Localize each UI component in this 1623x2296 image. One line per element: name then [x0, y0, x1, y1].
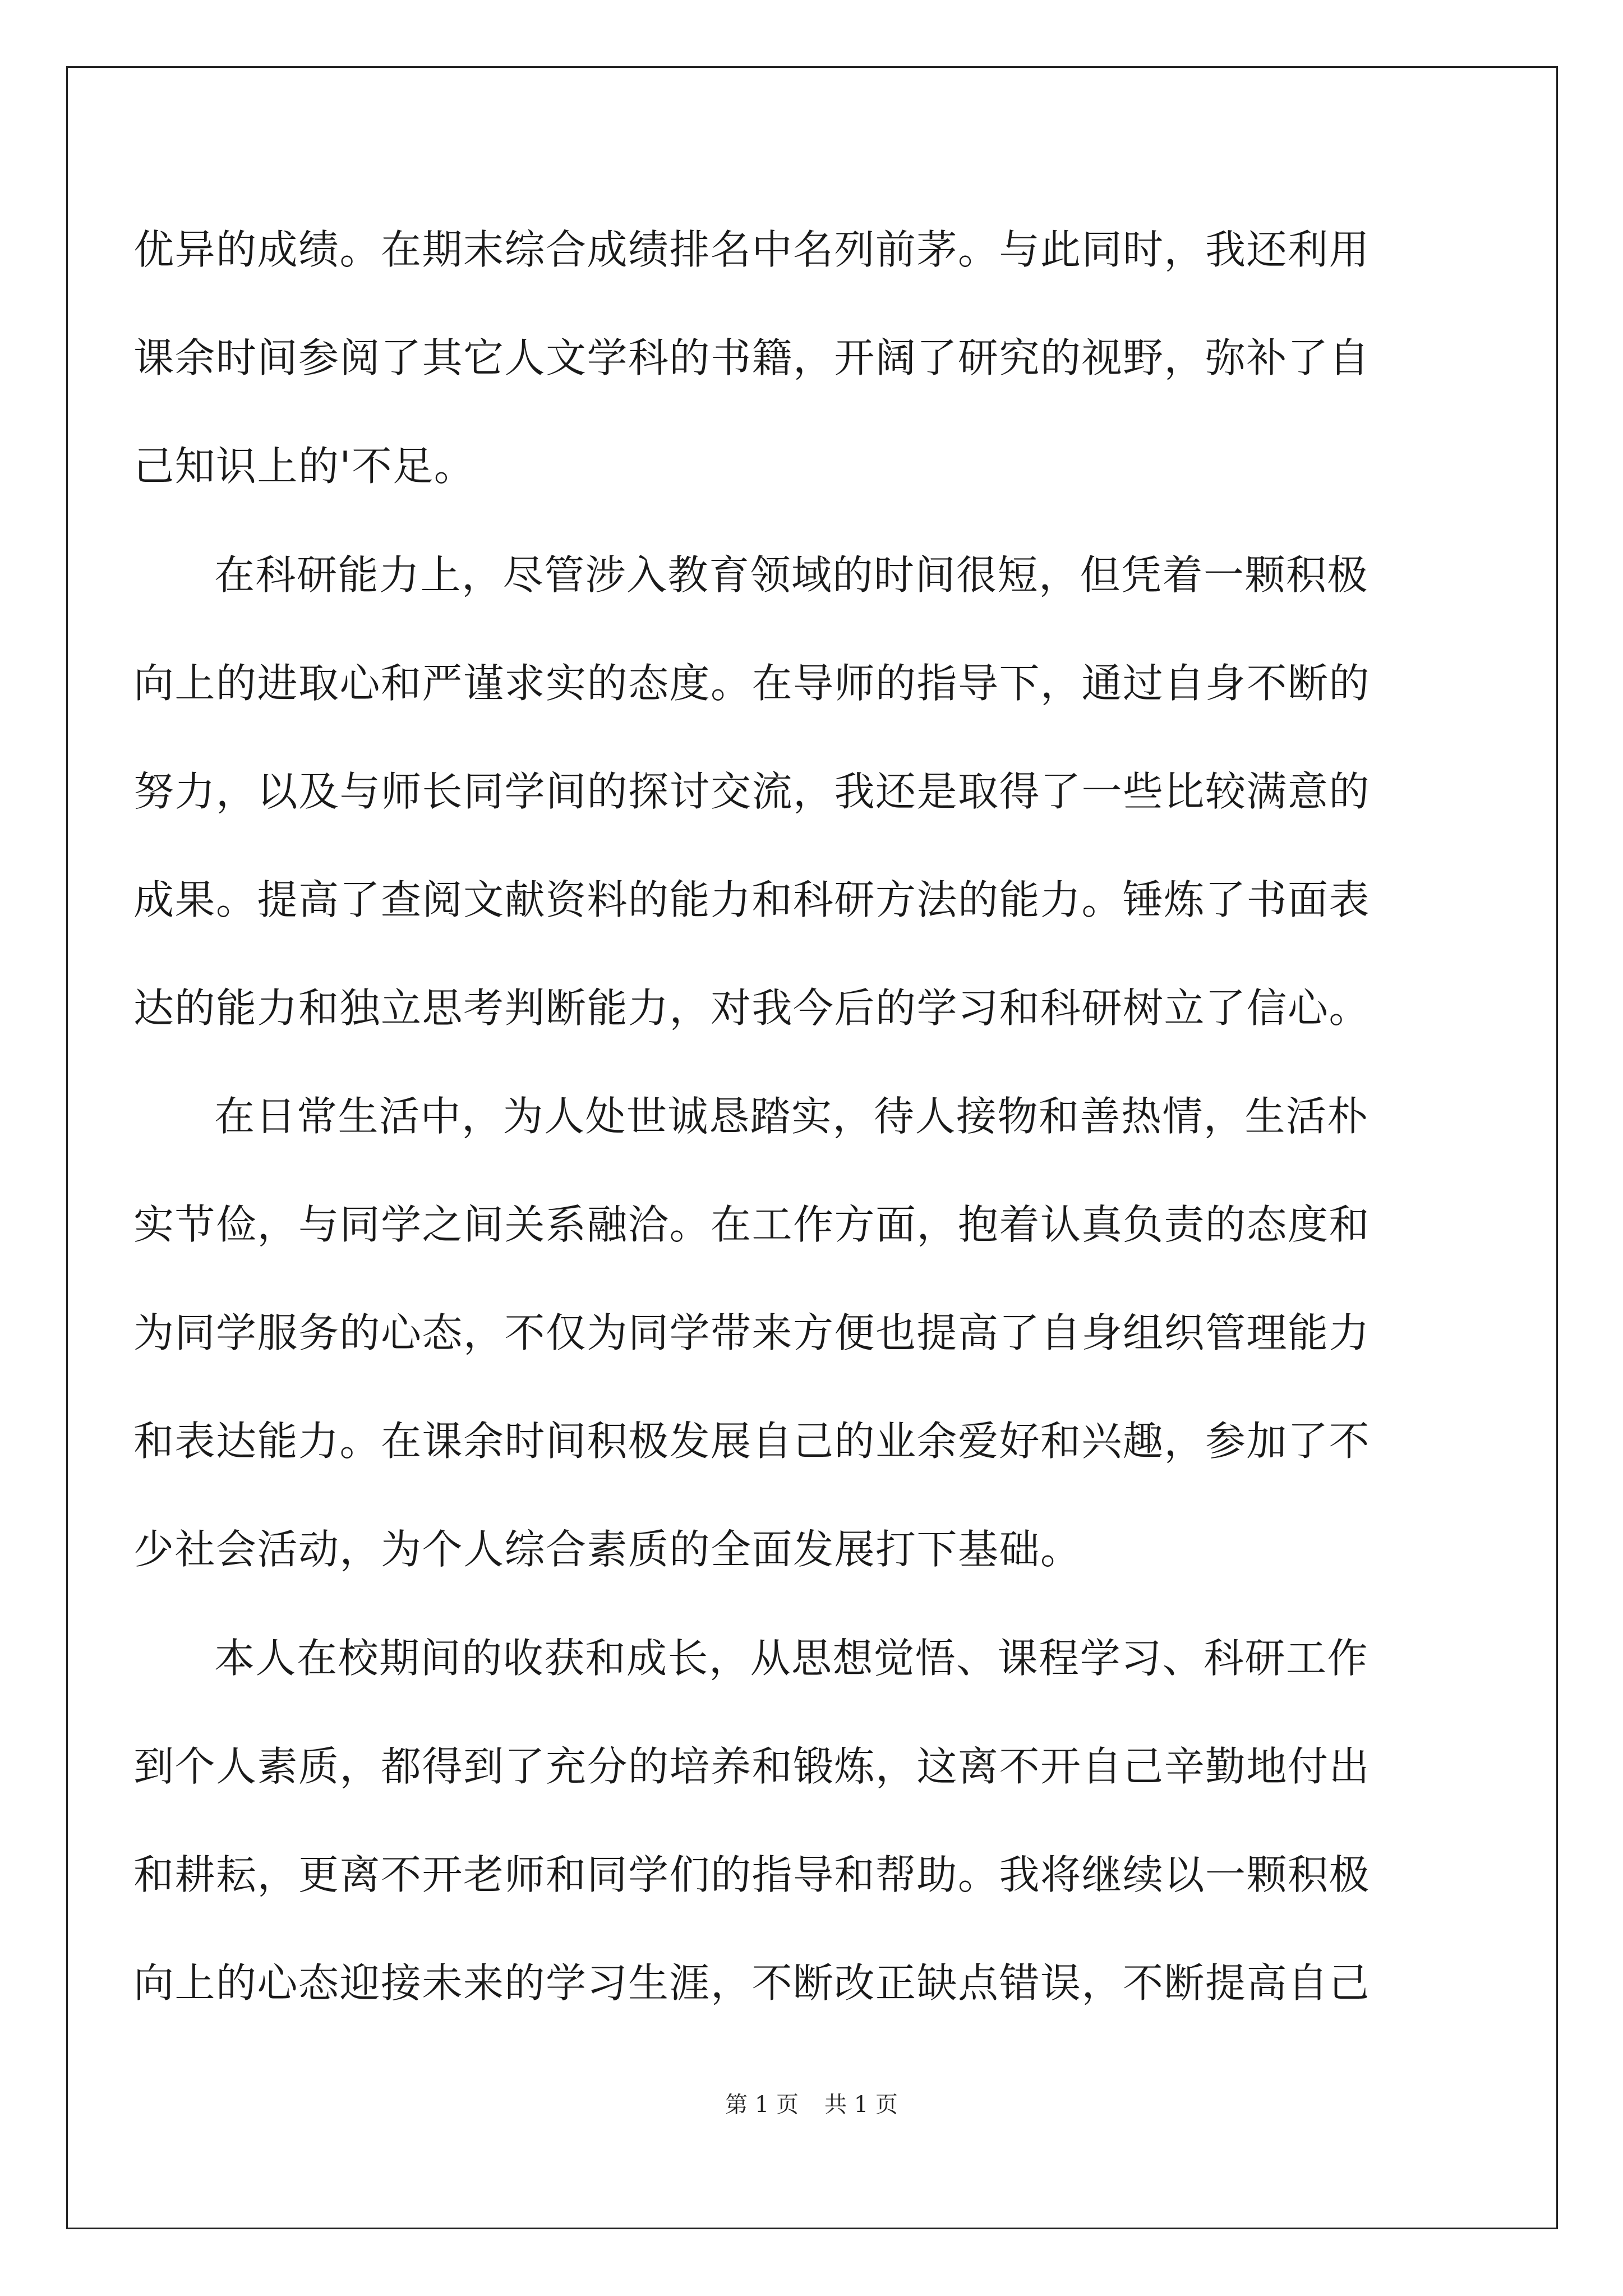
paragraph-start-line: 在日常生活中，为人处世诚恳踏实，待人接物和善热情，生活朴 [214, 1093, 1369, 1140]
text-line: 为同学服务的心态，不仅为同学带来方便也提高了自身组织管理能力 [133, 1309, 1371, 1356]
text-line: 到个人素质，都得到了充分的培养和锻炼，这离不开自己辛勤地付出 [133, 1743, 1371, 1790]
text-line: 实节俭，与同学之间关系融洽。在工作方面，抱着认真负责的态度和 [133, 1201, 1371, 1248]
text-line: 课余时间参阅了其它人文学科的书籍，开阔了研究的视野，弥补了自 [133, 334, 1371, 381]
page-number: 第 1 页 [725, 2092, 799, 2118]
page-total: 共 1 页 [824, 2092, 898, 2118]
text-line: 达的能力和独立思考判断能力，对我今后的学习和科研树立了信心。 [133, 984, 1371, 1032]
text-line: 优异的成绩。在期末综合成绩排名中名列前茅。与此同时，我还利用 [133, 226, 1371, 273]
text-line: 和表达能力。在课余时间积极发展自己的业余爱好和兴趣，参加了不 [133, 1418, 1371, 1465]
text-line: 向上的心态迎接未来的学习生涯，不断改正缺点错误，不断提高自己 [133, 1959, 1371, 2007]
text-line: 少社会活动，为个人综合素质的全面发展打下基础。 [133, 1526, 1082, 1573]
text-line: 己知识上的'不足。 [133, 443, 476, 490]
text-line: 成果。提高了查阅文献资料的能力和科研方法的能力。锤炼了书面表 [133, 876, 1371, 923]
text-line: 向上的进取心和严谨求实的态度。在导师的指导下，通过自身不断的 [133, 660, 1371, 707]
text-line: 和耕耘，更离不开老师和同学们的指导和帮助。我将继续以一颗积极 [133, 1851, 1371, 1898]
page-footer [0, 2088, 1623, 2122]
text-line: 努力，以及与师长同学间的探讨交流，我还是取得了一些比较满意的 [133, 768, 1371, 815]
paragraph-start-line: 在科研能力上，尽管涉入教育领域的时间很短，但凭着一颗积极 [214, 551, 1369, 599]
paragraph-start-line: 本人在校期间的收获和成长，从思想觉悟、课程学习、科研工作 [214, 1635, 1369, 1682]
